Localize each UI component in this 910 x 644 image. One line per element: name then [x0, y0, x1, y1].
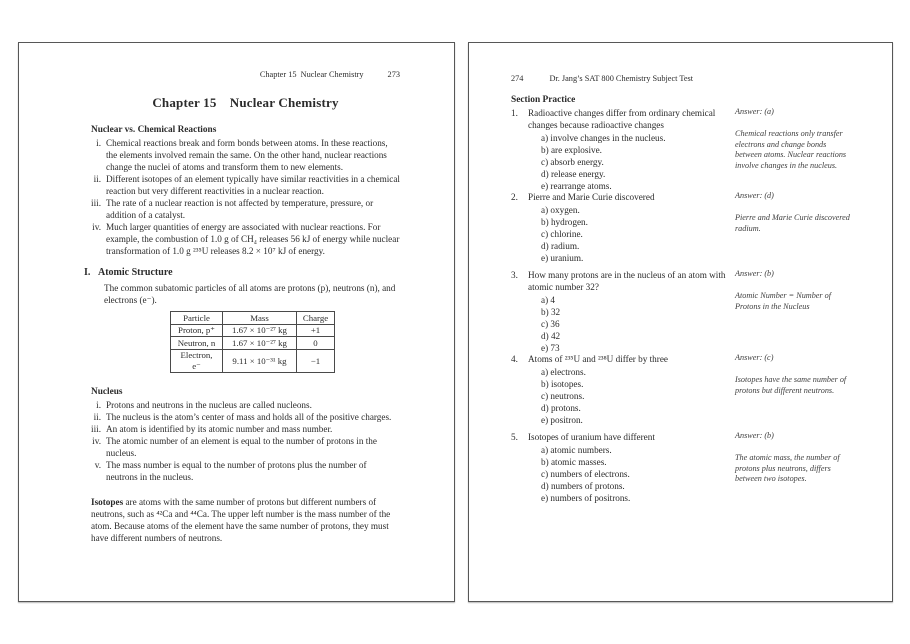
left-running-header [91, 69, 400, 81]
right-running-header [511, 73, 874, 85]
option-e: e) 73 [541, 343, 560, 353]
question-number: 5. [511, 432, 518, 442]
table-row [171, 324, 335, 337]
right-page-number: 274 [511, 74, 524, 83]
option-e: e) rearrange atoms. [541, 181, 612, 191]
list-item-text: The atomic number of an element is equal to the number of protons in the nucleus. [106, 435, 377, 458]
chapter-title: Chapter 15 Nuclear Chemistry [152, 95, 339, 110]
isotopes-paragraph [91, 496, 400, 544]
list-item-text: Different isotopes of an element typically have similar reactivities in a chemical reaction but very different reactivities in a nuclear reaction. [106, 174, 400, 196]
option-d: d) release energy. [541, 169, 606, 179]
list-item-numeral: ii. [93, 174, 101, 184]
question-stem: Pierre and Marie Curie discovered [528, 192, 655, 202]
list-item-text: The mass number is equal to the number of protons plus the number of neutrons in the nucleus. [106, 459, 367, 482]
answer-label: Answer: (a) [735, 107, 774, 116]
answer-note-5 [735, 431, 853, 504]
list-item-numeral: ii. [93, 411, 101, 422]
answer-explanation: Chemical reactions only transfer electrons and change bonds between atoms. Nuclear reactions involve changes in the nucleus. [735, 128, 847, 171]
list-item [91, 221, 400, 257]
list-item [91, 399, 400, 411]
question-number: 2. [511, 192, 518, 202]
question-options [528, 204, 733, 264]
list-item [91, 197, 400, 221]
list-item-numeral: iv. [92, 222, 101, 232]
option-b: b) isotopes. [541, 379, 584, 389]
answer-explanation: Pierre and Marie Curie discovered radium. [735, 212, 850, 233]
option-c: c) 36 [541, 319, 560, 329]
list-item [91, 137, 400, 173]
question-number: 1. [511, 108, 518, 118]
left-page-number: 273 [387, 70, 400, 79]
list-item-numeral: i. [96, 399, 101, 410]
cell-particle: Neutron, n [171, 337, 223, 350]
col-header-mass: Mass [223, 312, 297, 325]
answer-note-1 [735, 107, 853, 192]
list-item-text: Protons and neutrons in the nucleus are called nucleons. [106, 399, 312, 410]
cell-charge: 0 [297, 337, 335, 350]
list-item-text: Chemical reactions break and form bonds between atoms. In these reactions, the elements involved remain the same. On the other hand, nuclear reactions change the nuclei of atoms and transform them to new elements. [106, 138, 388, 172]
heading-nucleus: Nucleus [91, 386, 123, 397]
cell-particle: Proton, p⁺ [171, 324, 223, 337]
running-header-book-title: Dr. Jang’s SAT 800 Chemistry Subject Test [549, 74, 694, 83]
isotopes-lead-word: Isotopes [91, 496, 124, 507]
question-options [528, 132, 733, 192]
list-item-numeral: v. [94, 459, 101, 470]
nuclear-vs-chemical-list [91, 137, 400, 257]
option-e: e) uranium. [541, 253, 584, 263]
cell-mass: 1.67 × 10⁻²⁷ kg [223, 324, 297, 337]
option-d: d) 42 [541, 331, 561, 341]
isotopes-text: are atoms with the same number of protons but different numbers of neutrons, such as ⁴²Ca and ⁴⁴Ca. The upper left number is the mass number of the atom. Because atoms of the element have the same number of protons, they must have different numbers of neutrons. [91, 496, 391, 543]
option-a: a) oxygen. [541, 205, 580, 215]
question-row-2 [511, 191, 878, 264]
answer-explanation: Isotopes have the same number of protons but different neutrons. [735, 374, 847, 395]
answer-label: Answer: (c) [735, 353, 774, 362]
option-c: c) numbers of electrons. [541, 469, 630, 479]
list-item-numeral: iv. [92, 435, 101, 446]
question-stem: Isotopes of uranium have different [528, 432, 655, 442]
particle-table-header-row [171, 312, 335, 325]
question-number: 4. [511, 354, 518, 364]
option-b: b) 32 [541, 307, 561, 317]
list-item-numeral: i. [96, 138, 101, 148]
option-b: b) hydrogen. [541, 217, 588, 227]
list-item [91, 411, 400, 423]
nucleus-list [91, 399, 400, 483]
list-item [91, 173, 400, 197]
option-e: e) numbers of positrons. [541, 493, 631, 503]
list-item-numeral: iii. [91, 423, 101, 434]
question-2 [511, 191, 733, 264]
list-item-numeral: iii. [91, 198, 101, 208]
section-heading-text: Atomic Structure [98, 267, 173, 278]
question-5 [511, 431, 733, 504]
cell-mass: 9.11 × 10⁻³¹ kg [223, 349, 297, 372]
section-practice-heading: Section Practice [511, 95, 576, 105]
answer-explanation: The atomic mass, the number of protons plus neutrons, differs between two isotopes. [735, 452, 840, 484]
list-item-text: The nucleus is the atom’s center of mass and holds all of the positive charges. [106, 411, 392, 422]
question-1 [511, 107, 733, 192]
option-d: d) radium. [541, 241, 580, 251]
particle-table [170, 311, 335, 373]
question-options [528, 294, 733, 354]
list-item-text: The rate of a nuclear reaction is not affected by temperature, pressure, or addition of a catalyst. [106, 198, 374, 220]
cell-charge: −1 [297, 349, 335, 372]
option-a: a) electrons. [541, 367, 586, 377]
cell-particle: Electron, e⁻ [171, 349, 223, 372]
question-row-1 [511, 107, 878, 192]
option-b: b) atomic masses. [541, 457, 607, 467]
option-a: a) atomic numbers. [541, 445, 612, 455]
left-page [18, 42, 455, 602]
question-3 [511, 269, 733, 354]
right-page [468, 42, 893, 602]
table-row [171, 337, 335, 350]
question-options [528, 366, 733, 426]
question-stem: Radioactive changes differ from ordinary chemical changes because radioactive changes [528, 108, 716, 130]
section-numeral: I. [84, 267, 91, 278]
option-d: d) protons. [541, 403, 581, 413]
question-options [528, 444, 733, 504]
heading-atomic-structure [84, 267, 400, 279]
question-row-3 [511, 269, 878, 354]
option-c: c) neutrons. [541, 391, 585, 401]
answer-note-2 [735, 191, 853, 264]
col-header-charge: Charge [297, 312, 335, 325]
cell-mass: 1.67 × 10⁻²⁷ kg [223, 337, 297, 350]
option-d: d) numbers of protons. [541, 481, 625, 491]
list-item [91, 435, 400, 459]
answer-note-4 [735, 353, 853, 426]
question-stem: How many protons are in the nucleus of an atom with atomic number 32? [528, 270, 726, 292]
list-item [91, 423, 400, 435]
option-a: a) 4 [541, 295, 556, 305]
answer-note-3 [735, 269, 853, 354]
heading-nuclear-vs-chemical: Nuclear vs. Chemical Reactions [91, 125, 217, 135]
answer-label: Answer: (b) [735, 431, 774, 440]
col-header-particle: Particle [171, 312, 223, 325]
atomic-structure-intro: The common subatomic particles of all atoms are protons (p), neutrons (n), and electrons (e⁻). [104, 283, 396, 305]
question-number: 3. [511, 270, 518, 280]
list-item-text: An atom is identified by its atomic number and mass number. [106, 423, 333, 434]
option-e: e) positron. [541, 415, 583, 425]
answer-label: Answer: (b) [735, 269, 774, 278]
option-b: b) are explosive. [541, 145, 602, 155]
running-header-chapter: Chapter 15 Nuclear Chemistry [259, 70, 364, 79]
option-c: c) absorb energy. [541, 157, 604, 167]
question-row-4 [511, 353, 878, 426]
list-item-text: Much larger quantities of energy are associated with nuclear reactions. For example, the combustion of 1.0 g of CH₄ releases 56 kJ of energy while nuclear transformation of 1.0 g ²³⁵U releases 8.2 × 10⁷ kJ of energy. [106, 222, 400, 256]
question-4 [511, 353, 733, 426]
option-a: a) involve changes in the nucleus. [541, 133, 666, 143]
answer-explanation: Atomic Number = Number of Protons in the Nucleus [735, 290, 832, 311]
table-row [171, 349, 335, 372]
question-stem: Atoms of ²³⁵U and ²³⁸U differ by three [528, 354, 668, 364]
list-item [91, 459, 400, 483]
option-c: c) chlorine. [541, 229, 583, 239]
cell-charge: +1 [297, 324, 335, 337]
question-row-5 [511, 431, 878, 504]
answer-label: Answer: (d) [735, 191, 774, 200]
